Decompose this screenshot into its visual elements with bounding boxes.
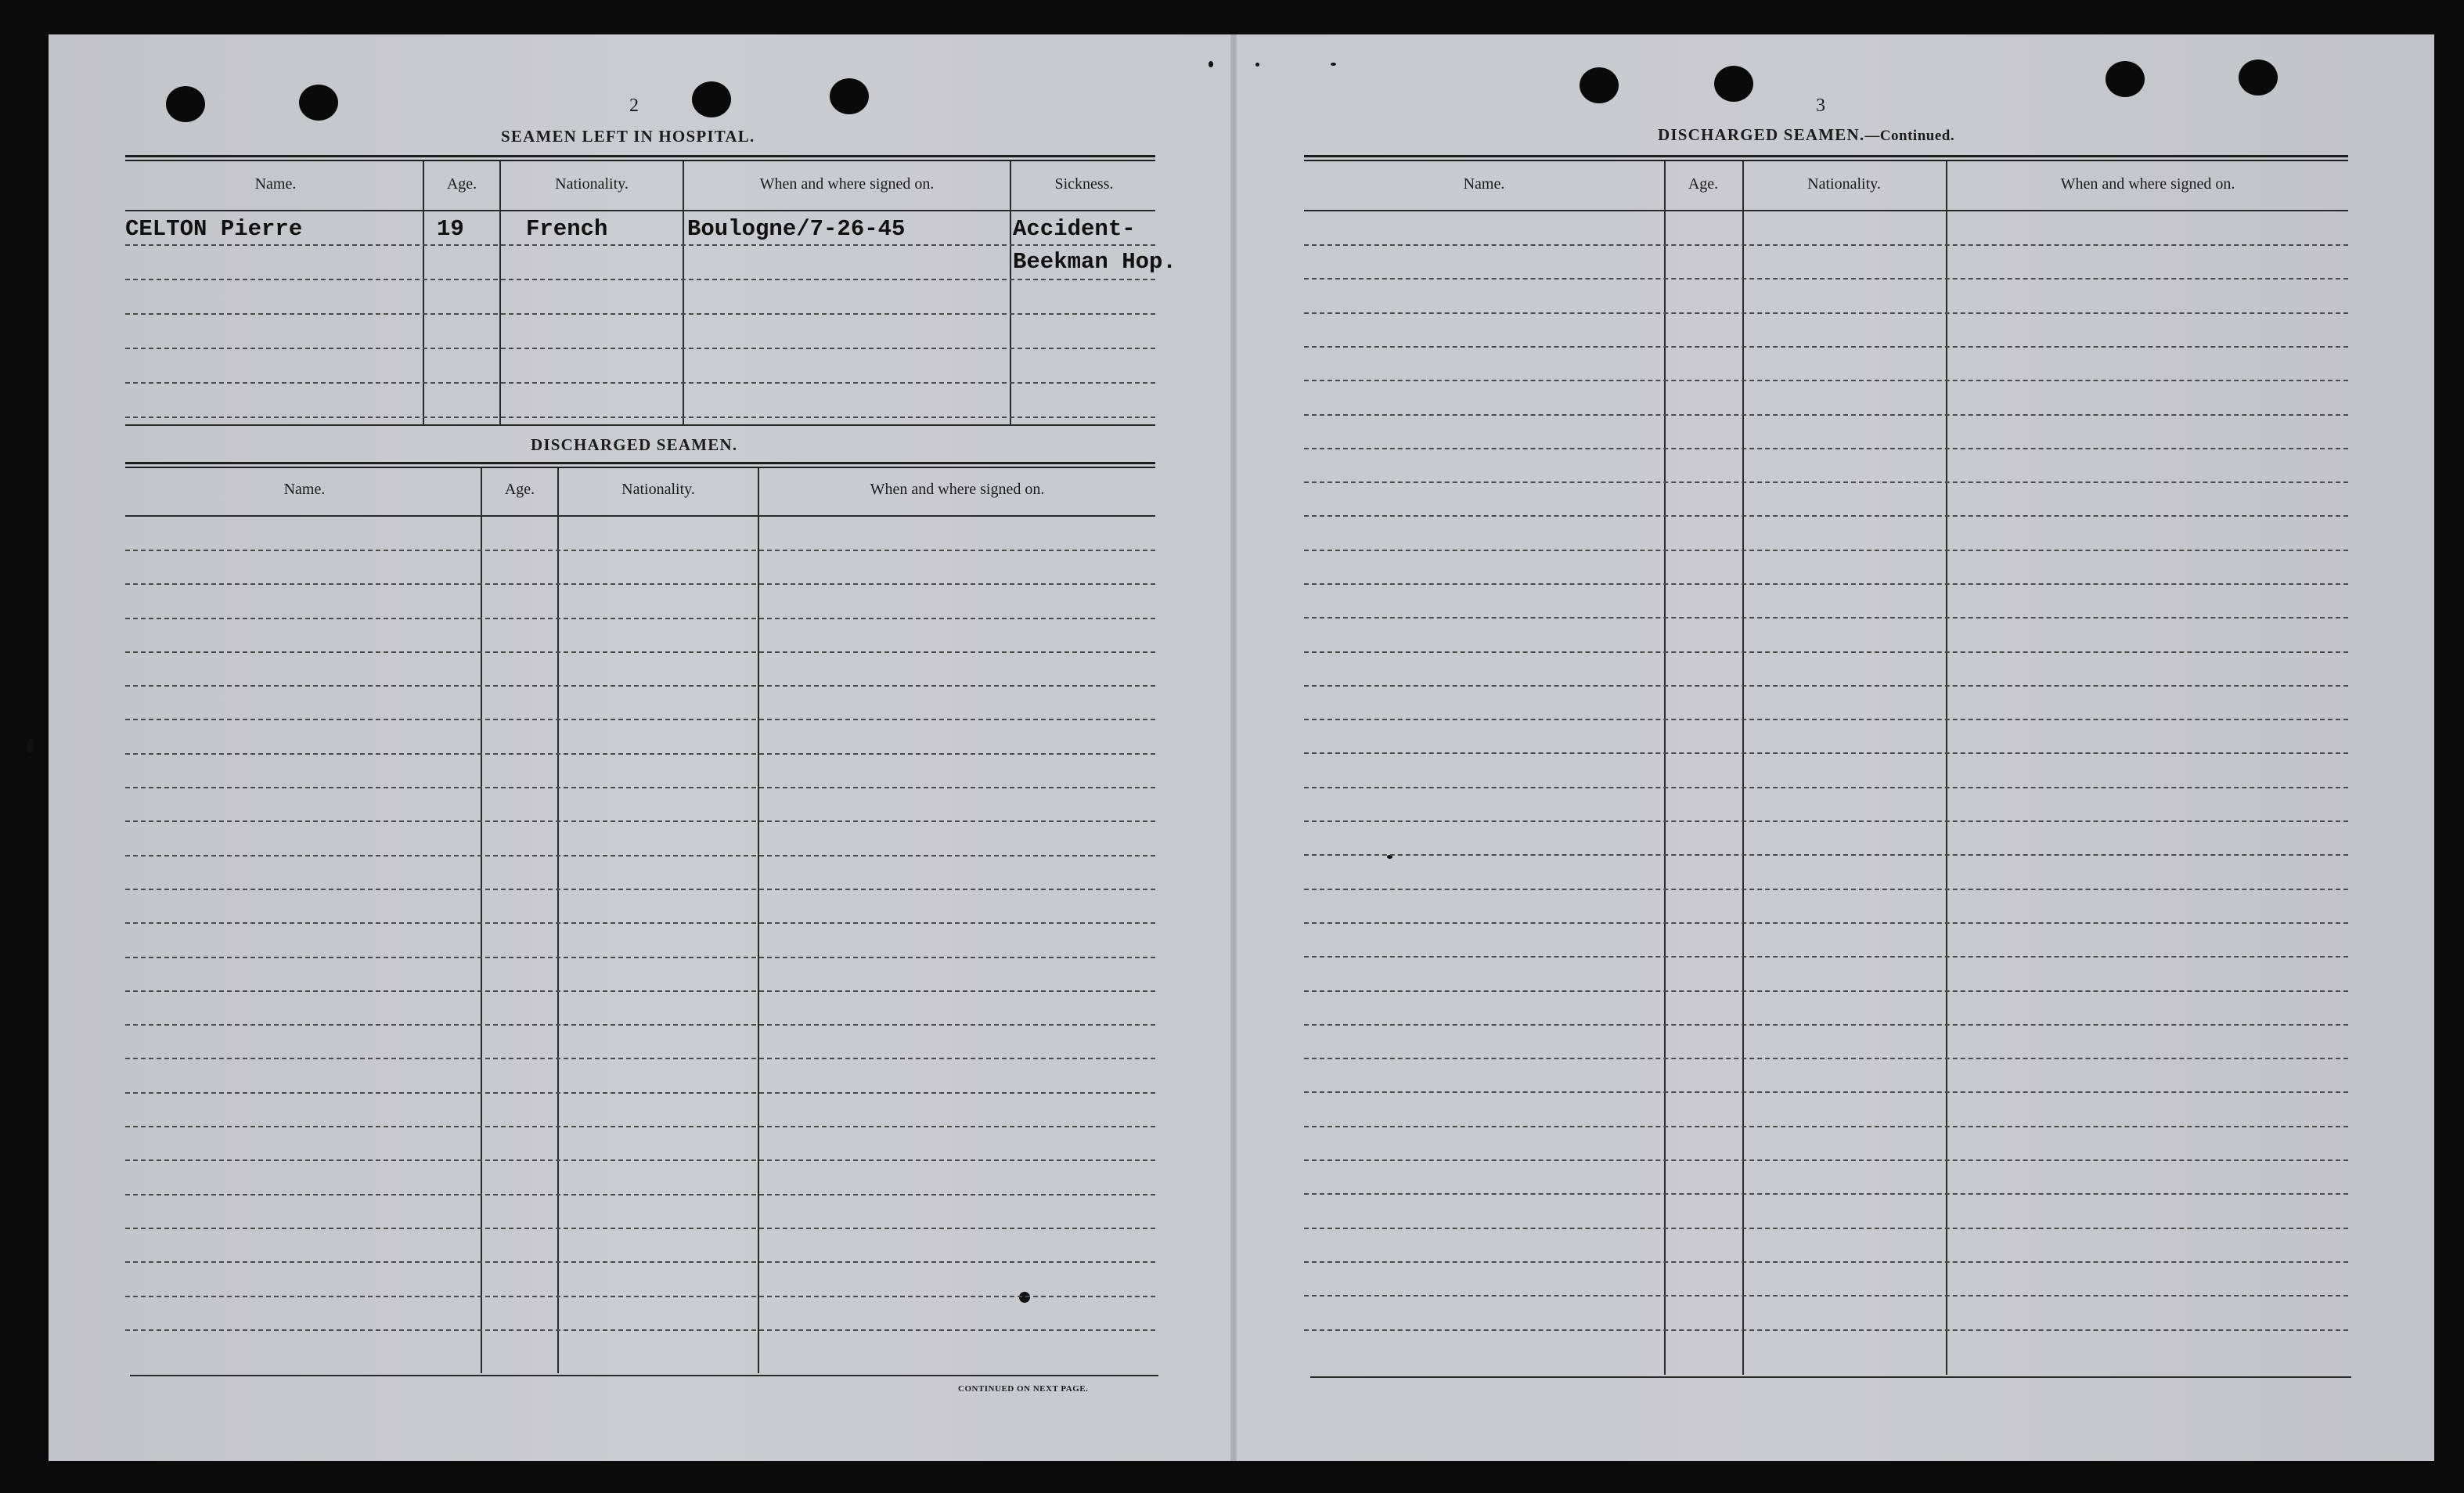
ruled-line — [1304, 1126, 2348, 1127]
ink-speck — [1209, 61, 1213, 67]
punch-hole — [1714, 66, 1753, 102]
ruled-line — [1304, 617, 2348, 618]
punch-hole — [166, 86, 205, 122]
ruled-line — [1304, 550, 2348, 551]
ruled-line — [1304, 583, 2348, 585]
ruled-line — [1304, 854, 2348, 856]
ruled-line — [125, 417, 1155, 418]
hospital-bottom-rule — [125, 424, 1155, 426]
ruled-line — [1304, 278, 2348, 279]
right-header-rule — [1304, 210, 2348, 211]
ruled-line — [125, 618, 1155, 619]
ruled-line — [1304, 752, 2348, 754]
continued-footnote: CONTINUED ON NEXT PAGE. — [958, 1384, 1089, 1394]
hospital-col-age: Age. — [446, 175, 477, 193]
ruled-line — [125, 855, 1155, 856]
ruled-line — [125, 889, 1155, 890]
hospital-divider — [499, 161, 501, 426]
ruled-line — [1304, 922, 2348, 924]
ruled-line — [1304, 1024, 2348, 1026]
ink-speck — [27, 739, 34, 753]
discharged-continued-title — [1658, 125, 1954, 145]
ruled-line — [1304, 1329, 2348, 1331]
ruled-line — [125, 244, 1155, 246]
ruled-line — [125, 1228, 1155, 1229]
hospital-header-rule — [125, 210, 1155, 211]
punch-hole — [1580, 67, 1619, 103]
punch-hole — [692, 81, 731, 117]
ruled-line — [125, 719, 1155, 720]
ruled-line — [125, 787, 1155, 788]
page-number: 3 — [1816, 96, 1825, 116]
ruled-line — [1304, 1228, 2348, 1229]
ruled-line — [1304, 1159, 2348, 1161]
hospital-section-title: SEAMEN LEFT IN HOSPITAL. — [501, 127, 755, 146]
discharged-divider — [758, 468, 759, 1373]
discharged-continued-suffix: —Continued. — [1864, 128, 1955, 144]
ruled-line — [125, 1261, 1155, 1263]
ruled-line — [125, 1296, 1155, 1297]
hospital-entry-nationality: French — [526, 216, 608, 242]
right-col-age: Age. — [1688, 175, 1719, 193]
ruled-line — [1304, 1058, 2348, 1059]
discharged-col-signed-on: When and where signed on. — [870, 481, 1045, 498]
ruled-line — [125, 279, 1155, 280]
ruled-line — [1304, 380, 2348, 381]
ruled-line — [125, 922, 1155, 924]
discharged-section-title: DISCHARGED SEAMEN. — [531, 435, 738, 454]
punch-hole — [2239, 60, 2278, 96]
punch-hole — [299, 85, 338, 121]
ruled-line — [1304, 685, 2348, 687]
ruled-line — [1304, 956, 2348, 957]
ruled-line — [1304, 1295, 2348, 1296]
discharged-divider — [557, 468, 559, 1373]
hospital-col-nationality: Nationality. — [555, 175, 629, 193]
hospital-divider — [423, 161, 424, 426]
hospital-divider — [683, 161, 684, 426]
ruled-line — [125, 550, 1155, 551]
ruled-line — [125, 583, 1155, 585]
right-col-signed-on: When and where signed on. — [2060, 175, 2235, 193]
ruled-line — [1304, 1193, 2348, 1195]
discharged-continued-main: DISCHARGED SEAMEN. — [1658, 125, 1865, 144]
page-fold — [1230, 34, 1237, 1461]
hospital-entry-signed-on: Boulogne/7-26-45 — [687, 216, 906, 242]
ruled-line — [125, 957, 1155, 958]
ruled-line — [125, 990, 1155, 992]
ink-speck — [1019, 1292, 1030, 1303]
discharged-top-rule — [125, 462, 1155, 468]
document-sheet — [49, 34, 2434, 1461]
ruled-line — [1304, 312, 2348, 314]
ruled-line — [1304, 990, 2348, 992]
ruled-line — [1304, 346, 2348, 348]
ruled-line — [1304, 448, 2348, 449]
ruled-line — [125, 348, 1155, 349]
hospital-divider — [1010, 161, 1011, 426]
punch-hole — [2106, 61, 2145, 97]
ruled-line — [125, 1329, 1155, 1331]
hospital-col-sickness: Sickness. — [1054, 175, 1114, 193]
ruled-line — [125, 1126, 1155, 1127]
ruled-line — [125, 313, 1155, 315]
ruled-line — [1304, 1091, 2348, 1093]
ruled-line — [1304, 651, 2348, 653]
hospital-entry-sickness-2: Beekman Hop. — [1013, 249, 1176, 275]
ink-speck — [1331, 63, 1336, 66]
discharged-col-name: Name. — [283, 481, 326, 498]
ruled-line — [1304, 244, 2348, 246]
hospital-entry-name: CELTON Pierre — [125, 216, 303, 242]
ruled-line — [125, 820, 1155, 822]
ruled-line — [1304, 1261, 2348, 1263]
ruled-line — [125, 685, 1155, 687]
hospital-top-rule — [125, 155, 1155, 161]
ruled-line — [125, 651, 1155, 653]
hospital-entry-sickness: Accident- — [1013, 216, 1136, 242]
ruled-line — [125, 753, 1155, 755]
ruled-line — [125, 1159, 1155, 1161]
discharged-divider — [481, 468, 482, 1373]
page-number: 2 — [629, 96, 639, 116]
ruled-line — [1304, 889, 2348, 890]
hospital-col-signed-on: When and where signed on. — [759, 175, 935, 193]
ruled-line — [125, 1194, 1155, 1195]
ruled-line — [1304, 414, 2348, 416]
discharged-bottom-rule — [130, 1375, 1158, 1376]
ruled-line — [1304, 719, 2348, 720]
hospital-entry-age: 19 — [437, 216, 464, 242]
discharged-header-rule — [125, 515, 1155, 517]
ruled-line — [1304, 481, 2348, 483]
right-top-rule — [1304, 155, 2348, 161]
ruled-line — [125, 1024, 1155, 1026]
discharged-col-nationality: Nationality. — [621, 481, 695, 498]
ruled-line — [1304, 820, 2348, 822]
ruled-line — [1304, 515, 2348, 517]
ink-speck — [1255, 63, 1259, 67]
discharged-col-age: Age. — [504, 481, 535, 498]
hospital-col-name: Name. — [254, 175, 297, 193]
right-col-name: Name. — [1463, 175, 1505, 193]
ruled-line — [125, 1058, 1155, 1059]
ruled-line — [1304, 787, 2348, 788]
ruled-line — [125, 1092, 1155, 1094]
ruled-line — [125, 382, 1155, 384]
right-bottom-rule — [1310, 1376, 2351, 1378]
right-col-nationality: Nationality. — [1807, 175, 1881, 193]
punch-hole — [830, 78, 869, 114]
